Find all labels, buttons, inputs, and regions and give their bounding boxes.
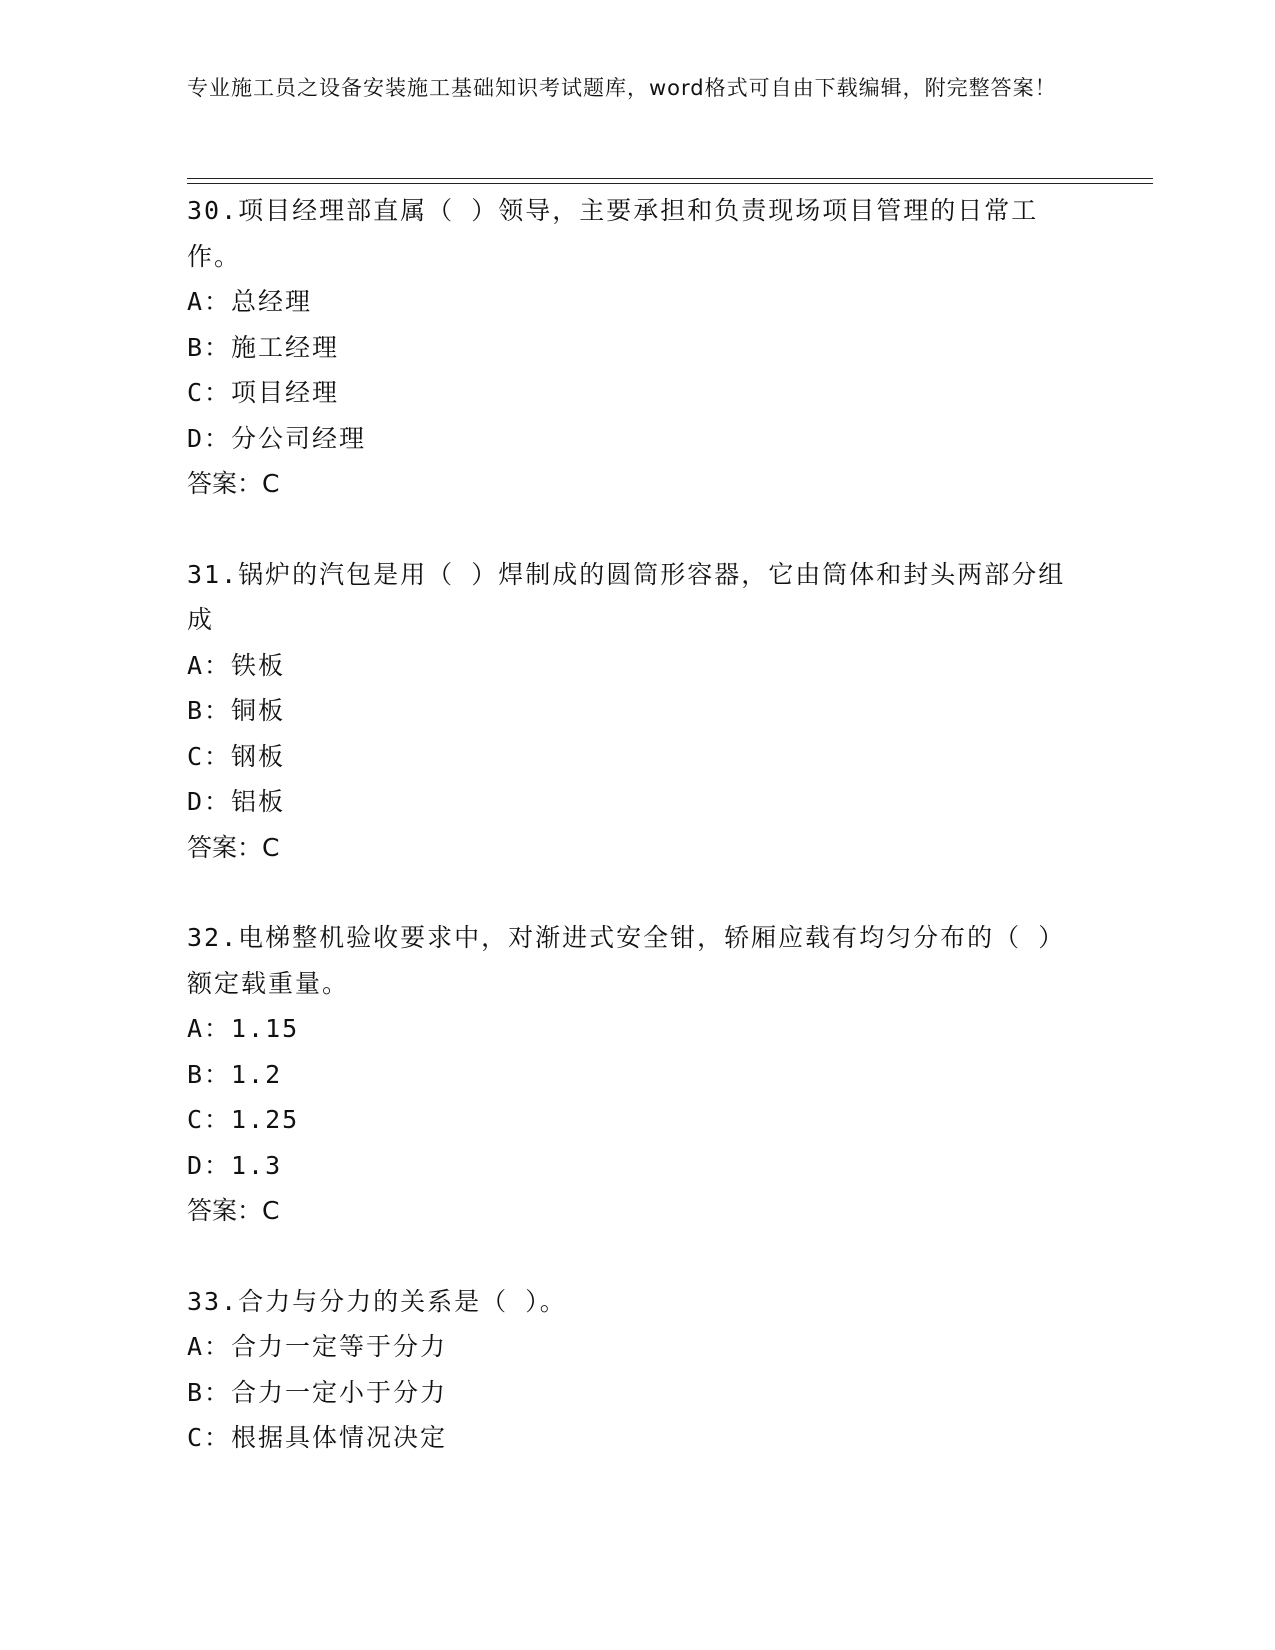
option-letter: D： (187, 1150, 232, 1180)
option-b (187, 1052, 1087, 1098)
question-text: 31.锅炉的汽包是用（ ）焊制成的圆筒形容器，它由筒体和封头两部分组成 (187, 559, 1066, 634)
question-text: 30.项目经理部直属（ ）领导，主要承担和负责现场项目管理的日常工作。 (187, 196, 1039, 271)
option-a (187, 1006, 1087, 1052)
option-b (187, 1370, 1087, 1416)
option-c (187, 370, 1087, 416)
option-text: 总经理 (231, 287, 313, 316)
option-letter: A： (187, 287, 232, 316)
option-letter: B： (187, 1377, 232, 1407)
answer-line: 答案：C (187, 1196, 280, 1225)
option-text: 合力一定等于分力 (231, 1332, 448, 1361)
answer-line: 答案：C (187, 469, 280, 498)
option-text: 根据具体情况决定 (231, 1423, 448, 1452)
option-text: 1.15 (231, 1014, 300, 1043)
option-c (187, 1415, 1087, 1461)
option-a (187, 643, 1087, 689)
option-letter: C： (187, 1105, 232, 1134)
option-letter: A： (187, 1332, 232, 1361)
header-divider-top (187, 178, 1153, 179)
option-a (187, 279, 1087, 325)
question-33 (187, 1279, 1087, 1461)
option-letter: B： (187, 696, 232, 725)
option-letter: C： (187, 741, 232, 771)
question-text: 33.合力与分力的关系是（ ）。 (187, 1286, 567, 1316)
answer-line: 答案：C (187, 832, 280, 862)
header-divider-bottom (187, 183, 1153, 184)
option-text: 1.3 (231, 1150, 283, 1180)
option-text: 项目经理 (231, 378, 340, 407)
option-letter: D： (187, 423, 232, 453)
option-letter: A： (187, 1014, 232, 1043)
option-letter: A： (187, 650, 232, 680)
option-c (187, 1097, 1087, 1143)
option-c (187, 734, 1087, 780)
option-text: 1.2 (231, 1059, 283, 1089)
option-letter: C： (187, 378, 232, 407)
option-letter: C： (187, 1423, 232, 1452)
option-text: 1.25 (231, 1105, 300, 1134)
option-text: 合力一定小于分力 (231, 1377, 448, 1407)
question-text: 32.电梯整机验收要求中，对渐进式安全钳，轿厢应载有均匀分布的（ ）额定载重量。 (187, 923, 1066, 998)
option-text: 铝板 (231, 787, 286, 816)
option-text: 铜板 (231, 696, 286, 725)
question-32 (187, 915, 1087, 1234)
option-a (187, 1324, 1087, 1370)
question-30 (187, 188, 1087, 507)
option-d (187, 1143, 1087, 1189)
option-b (187, 325, 1087, 371)
option-text: 分公司经理 (231, 423, 367, 453)
question-list (187, 188, 1087, 1506)
option-d (187, 416, 1087, 462)
option-text: 钢板 (231, 741, 286, 771)
document-header: 专业施工员之设备安装施工基础知识考试题库，word格式可自由下载编辑，附完整答案！ (187, 76, 1057, 100)
option-text: 铁板 (231, 650, 286, 680)
option-letter: B： (187, 332, 232, 362)
option-text: 施工经理 (231, 332, 340, 362)
option-letter: D： (187, 787, 232, 816)
option-b (187, 688, 1087, 734)
option-d (187, 779, 1087, 825)
question-31 (187, 552, 1087, 871)
option-letter: B： (187, 1059, 232, 1089)
